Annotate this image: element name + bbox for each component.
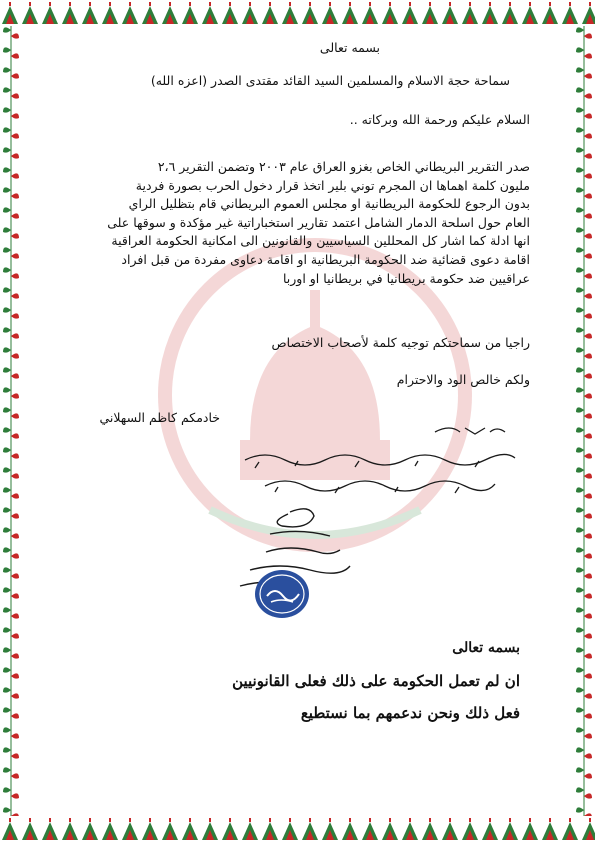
body-paragraph	[70, 158, 530, 288]
body-line: اقامة دعوى قضائية ضد الحكومة البريطانية او اقامة دعاوى مفردة من قبل افراد	[121, 251, 530, 267]
body-line: بدون الرجوع للحكومة البريطانية او مجلس العموم البريطاني قام بتظليل الراي	[128, 196, 530, 212]
top-ornamental-border	[0, 0, 595, 26]
body-line: عراقيين ضد حكومة بريطانيا في بريطانيا او اوربا	[282, 270, 530, 286]
body-line: مليون كلمة اهماها ان المجرم توني بلير اتخذ قرار دخول الحرب بصورة فردية	[135, 177, 530, 193]
body-line: انها ادلة كما اشار كل المحللين السياسيين والقانونين الى امكانية الحكومة العراقية	[111, 233, 530, 249]
closing-line: ولكم خالص الود والاحترام	[396, 372, 530, 387]
reply-line-2: فعل ذلك ونحن ندعمهم بما نستطيع	[300, 704, 520, 722]
left-ornamental-border	[0, 0, 22, 842]
official-seal-icon	[253, 568, 311, 620]
reply-basmala: بسمه تعالى	[452, 640, 520, 656]
reply-line-1: ان لم تعمل الحكومة على ذلك فعلى القانونيين	[232, 672, 520, 690]
request-line: راجيا من سماحتكم توجيه كلمة لأصحاب الاختصاص	[271, 335, 530, 350]
sender-name: خادمكم كاظم السهلاني	[99, 410, 220, 425]
basmala-header: بسمه تعالى	[319, 40, 380, 55]
body-line: العام حول اسلحة الدمار الشامل اعتمد تقارير استخباراتية غير مؤكدة و سوقها على	[107, 214, 530, 230]
handwritten-reply	[235, 420, 525, 500]
body-line: صدر التقرير البريطاني الخاص بغزو العراق عام ٢٠٠٣ وتضمن التقرير ٢،٦	[157, 159, 530, 174]
greeting-line: السلام عليكم ورحمة الله وبركاته ..	[349, 112, 530, 127]
bottom-ornamental-border	[0, 816, 595, 842]
addressee-line: سماحة حجة الاسلام والمسلمين السيد القائد مقتدى الصدر (اعزه الله)	[150, 73, 510, 88]
right-ornamental-border	[573, 0, 595, 842]
